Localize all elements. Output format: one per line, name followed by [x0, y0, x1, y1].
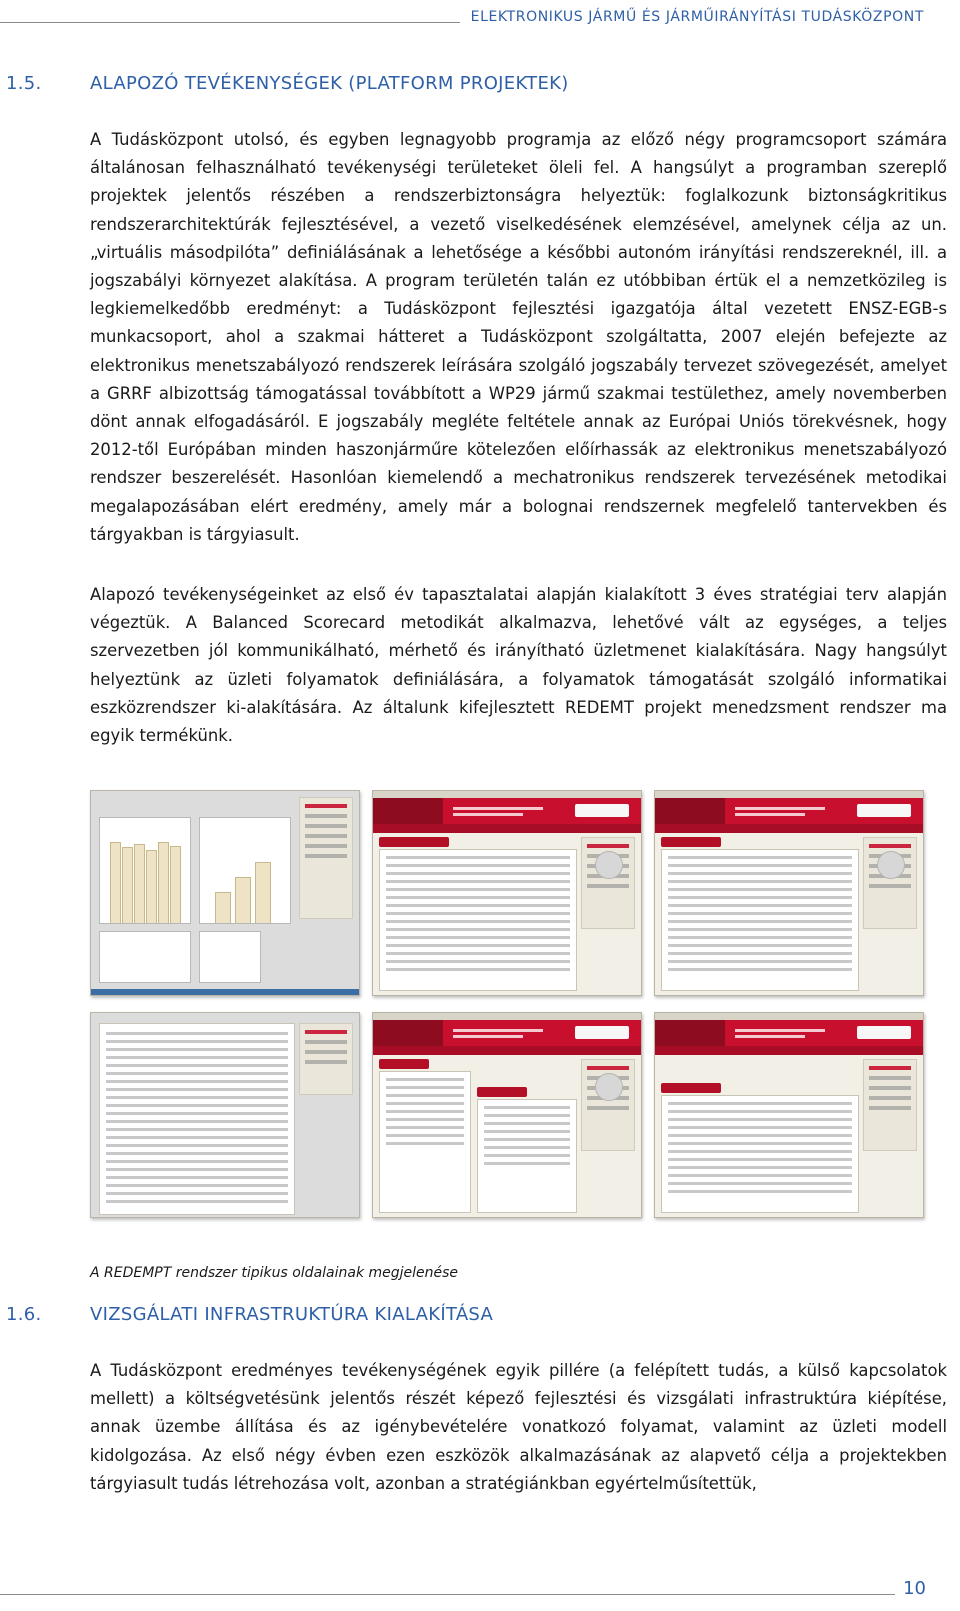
redempt-project-list-screen — [654, 790, 924, 996]
section-title: ALAPOZÓ TEVÉKENYSÉGEK (PLATFORM PROJEKTEK) — [90, 73, 569, 94]
page-number: 10 — [903, 1578, 926, 1599]
running-header-title: ELEKTRONIKUS JÁRMŰ ÉS JÁRMŰIRÁNYÍTÁSI TUDÁSKÖZPONT — [470, 9, 924, 25]
section-1-5-paragraph-1: A Tudásközpont utolsó, és egyben legnagyobb programja az előző négy programcsoport számára általánosan felhasználható tevékenységi területeket öleli fel. A hangsúlyt a programban szereplő projektek jelentős részében a rendszerbiztonságra helyeztük: foglalkozunk biztonságkritikus rendszerarchitektúrák fejlesztésével, a vezető viselkedésének elemzésével, amelynek célja az un. „virtuális másodpilóta” definiálásának a lehetősége a későbbi autonóm irányítási rendszereknél, ill. a jogszabályi környezet alakítása. A program területén talán ez utóbbiban értük el a nemzetközileg is legkiemelkedőbb eredményt: a Tudásközpont fejlesztési igazgatója által vezetett ENSZ-EGB-s munkacsoport, ahol a szakmai hátteret a Tudásközpont szolgáltatta, 2007 elején befejezte az elektronikus menetszabályozó rendszerek leírására szolgáló jogszabály tervezet szövegezését, amelyet a GRRF albizottság támogatással továbbított a WP29 jármű szakmai testülethez, amely novemberben dönt annak elfogadásáról. E jogszabály megléte feltétele annak az Európai Uniós törekvésnek, hogy 2012-től Európában minden haszonjárműre kötelezően előírhassák az elektronikus menetszabályozó rendszer beszerelését. Hasonlóan kiemelendő a mechatronikus rendszerek tervezésének metodikai megalapozásában elért eredmény, amely már a bolognai rendszernek megfelelő tantervekben és tárgyakban is tárgyiasult. — [90, 130, 947, 544]
redempt-chart-screen — [90, 790, 360, 996]
figure-caption: A REDEMPT rendszer tipikus oldalainak megjelenése — [90, 1265, 459, 1281]
redempt-project-form-screen — [372, 1012, 642, 1218]
section-1-5-paragraph-2: Alapozó tevékenységeinket az első év tapasztalatai alapján kialakított 3 éves stratégiai terv alapján végeztük. A Balanced Scorecard metodikát alkalmazva, lehetővé vált az egységes, a teljes szervezetben jól kommunikálható, mérhető és irányítható üzletmenet kialakítására. Nagy hangsúlyt helyeztünk az üzleti folyamatok definiálására, a folyamatok támogatását szolgáló informatikai eszközrendszer ki-alakítására. Az általunk kifejlesztett REDEMT projekt menedzsment rendszer ma egyik termékünk. — [90, 585, 947, 746]
footer-rule — [0, 1594, 895, 1595]
section-title: VIZSGÁLATI INFRASTRUKTÚRA KIALAKÍTÁSA — [90, 1304, 494, 1325]
redempt-table-screen — [90, 1012, 360, 1218]
section-number: 1.6. — [6, 1304, 42, 1325]
redempt-partner-list-screen — [654, 1012, 924, 1218]
section-1-6-paragraph-1: A Tudásközpont eredményes tevékenységének egyik pillére (a felépített tudás, a külső kapcsolatok mellett) a költségvetésünk jelentős részét képező fejlesztési és vizsgálati infrastruktúra kiépítése, annak üzembe állítása és az igénybevételére vonatkozó folyamat, valamint az üzleti modell kidolgozása. Az első négy évben ezen eszközök alkalmazásának az alapvető célja a projektekben tárgyiasult tudás létrehozása volt, azonban a stratégiánkban egyértelműsítettük, — [90, 1361, 947, 1493]
section-number: 1.5. — [6, 73, 42, 94]
header-rule — [0, 22, 460, 23]
redempt-document-list-screen — [372, 790, 642, 996]
